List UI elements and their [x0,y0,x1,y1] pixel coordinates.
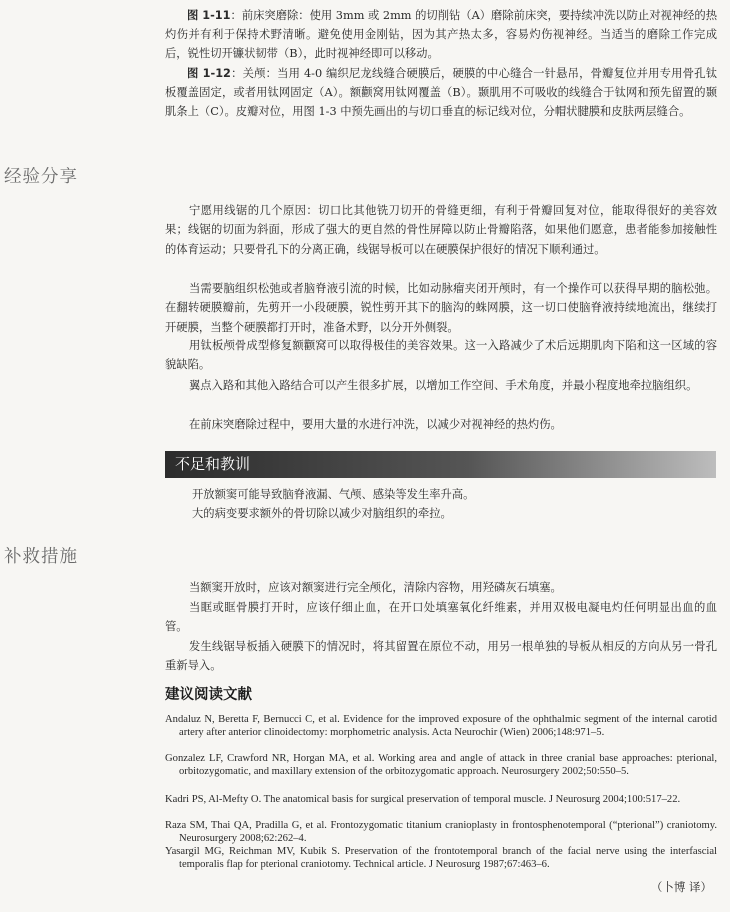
section-heading-remedies: 补救措施 [4,547,78,567]
experience-paragraph: 在前床突磨除过程中，要用大量的水进行冲洗，以减少对视神经的热灼伤。 [189,418,562,431]
reference-item: Andaluz N, Beretta F, Bernucci C, et al. Evidence for the improved exposure of the ophthalmic segment of the internal carotid artery after anterior clinoidectomy: morphometric analysis. Acta Neurochir (Wien) 2006;148:971–5. [165,714,717,738]
figure-label: 图 1-12 [187,67,231,80]
reference-item: Kadri PS, Al-Mefty O. The anatomical basis for surgical preservation of temporal muscle. J Neurosurg 2004;100:517–22. [165,794,681,805]
section-heading-experience: 经验分享 [4,167,78,187]
experience-paragraph: 翼点入路和其他入路结合可以产生很多扩展，以增加工作空间、手术角度，并最小程度地牵拉脑组织。 [189,379,698,392]
remedy-paragraph: 当眶或眶骨膜打开时，应该仔细止血，在开口处填塞氧化纤维素，并用双极电凝电灼任何明显出血的血管。 [165,601,717,634]
figure-caption-text: ：关颅：当用 4-0 编织尼龙线缝合硬膜后，硬膜的中心缝合一针悬吊，骨瓣复位并用专用骨孔钛板覆盖固定，或者用钛网固定（A）。额颧窝用钛网覆盖（B）。颞肌用不可吸收的线缝合于钛网和预先留置的颞肌条上（C）。皮瓣对位，用图 1-3 中预先画出的与切口垂直的标记线对位，分帽状腱膜和皮肤两层缝合。 [165,67,717,118]
figure-caption-1-11 [165,6,717,63]
shortcoming-item: 开放额窦可能导致脑脊液漏、气颅、感染等发生率升高。 [192,488,475,501]
figure-label: 图 1-11 [187,9,231,22]
figure-caption-text: ：前床突磨除：使用 3mm 或 2mm 的切削钻（A）磨除前床突，要持续冲洗以防止对视神经的热灼伤并有利于保持术野清晰。避免使用金刚钻，因为其产热太多，容易灼伤视神经。当适当的磨除工作完成后，锐性切开镰状韧带（B），此时视神经即可以移动。 [165,9,718,60]
reference-item: Gonzalez LF, Crawford NR, Horgan MA, et al. Working area and angle of attack in three cranial base approaches: pterional, orbitozygomatic, and maxillary extension of the orbitozygomatic approach. Neurosurgery 2002;50:550–5. [165,753,717,777]
section-heading-references: 建议阅读文献 [165,687,252,703]
remedy-paragraph: 当额窦开放时，应该对额窦进行完全颅化，清除内容物，用羟磷灰石填塞。 [189,581,562,594]
experience-paragraph: 宁愿用线锯的几个原因：切口比其他铣刀切开的骨缝更细，有利于骨瓣回复对位，能取得很好的美容效果；线锯的切面为斜面，形成了强大的更自然的骨性屏障以防止骨瓣陷落，如果他们愿意，患者能参加接触性的体育运动；只要骨孔下的分离正确，线锯导板可以在硬膜保护很好的情况下顺利通过。 [165,204,717,256]
shortcoming-item: 大的病变要求额外的骨切除以减少对脑组织的牵拉。 [192,507,452,520]
reference-item: Raza SM, Thai QA, Pradilla G, et al. Frontozygomatic titanium cranioplasty in frontosphenotemporal (“pterional”) craniotomy. Neurosurgery 2008;62:262–4. [165,820,717,844]
reference-item: Yasargil MG, Reichman MV, Kubik S. Preservation of the frontotemporal branch of the facial nerve using the interfascial temporalis flap for pterional craniotomy. Technical article. J Neurosurg 1987;67:463–6. [165,846,717,870]
section-heading-shortcomings: 不足和教训 [165,451,716,478]
experience-paragraph: 用钛板颅骨成型修复额颧窝可以取得极佳的美容效果。这一入路减少了术后远期肌肉下陷和这一区域的容貌缺陷。 [165,339,717,372]
experience-paragraph: 当需要脑组织松弛或者脑脊液引流的时候，比如动脉瘤夹闭开颅时，有一个操作可以获得早期的脑松弛。在翻转硬膜瓣前，先剪开一小段硬膜，锐性剪开其下的脑沟的蛛网膜，这一切口使脑脊液持续地流出，继续打开硬膜，当整个硬膜都打开时，准备术野，以分开外侧裂。 [165,282,717,334]
remedy-paragraph: 发生线锯导板插入硬膜下的情况时，将其留置在原位不动，用另一根单独的导板从相反的方向从另一骨孔重新导入。 [165,640,717,673]
translator-credit: （卜博 译） [650,880,712,894]
figure-caption-1-12 [165,64,717,121]
